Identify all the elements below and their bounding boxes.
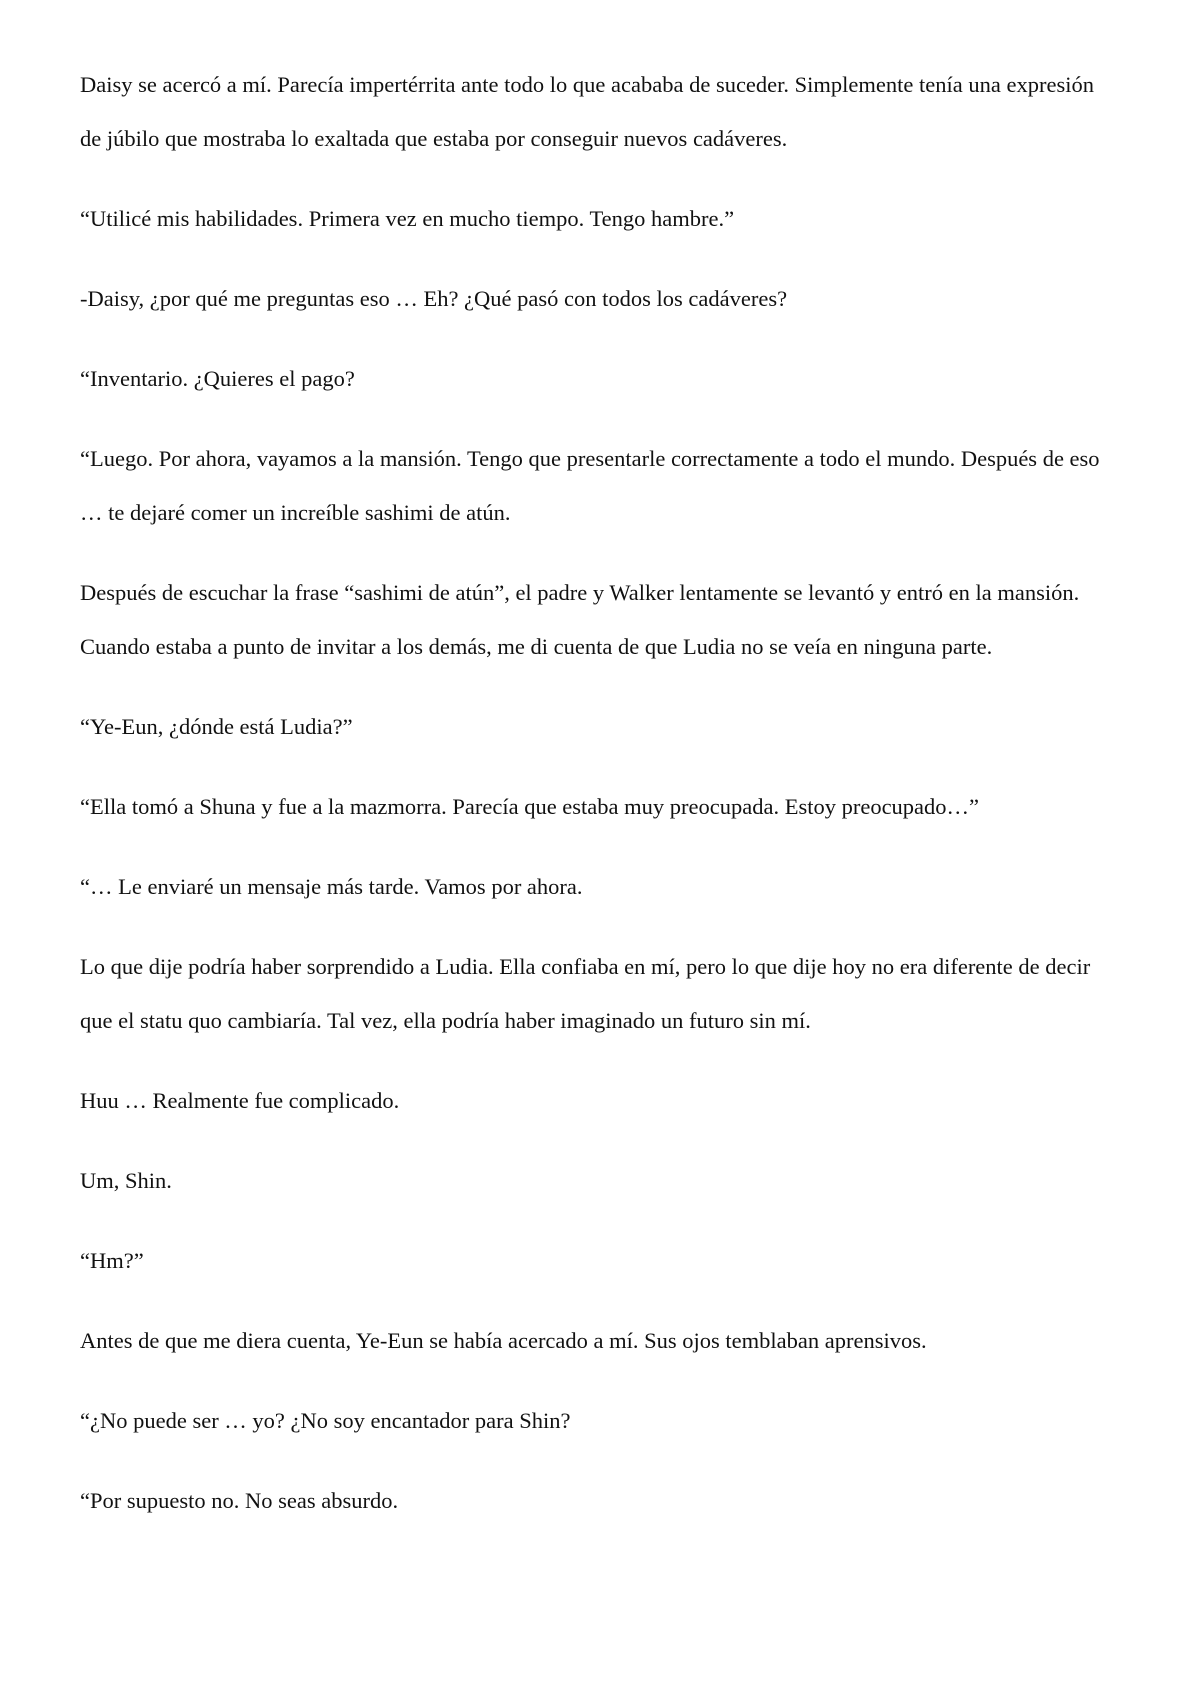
paragraph: “Ella tomó a Shuna y fue a la mazmorra. Parecía que estaba muy preocupada. Estoy preocupado…” — [80, 794, 980, 819]
paragraph: Daisy se acercó a mí. Parecía impertérrita ante todo lo que acababa de suceder. Simplemente tenía una expresión de júbilo que mostraba lo exaltada que estaba por conseguir nuevos cadáveres. — [80, 72, 1094, 151]
paragraph: “¿No puede ser … yo? ¿No soy encantador para Shin? — [80, 1408, 571, 1433]
paragraph: “… Le enviaré un mensaje más tarde. Vamos por ahora. — [80, 874, 583, 899]
paragraph: Antes de que me diera cuenta, Ye-Eun se había acercado a mí. Sus ojos temblaban aprensivos. — [80, 1328, 927, 1353]
paragraph: “Por supuesto no. No seas absurdo. — [80, 1488, 399, 1513]
paragraph: Huu … Realmente fue complicado. — [80, 1088, 400, 1113]
paragraph: Lo que dije podría haber sorprendido a Ludia. Ella confiaba en mí, pero lo que dije hoy no era diferente de decir que el statu quo cambiaría. Tal vez, ella podría haber imaginado un futuro sin mí. — [80, 954, 1091, 1033]
paragraph: Um, Shin. — [80, 1168, 172, 1193]
paragraph: “Inventario. ¿Quieres el pago? — [80, 366, 355, 391]
paragraph: Después de escuchar la frase “sashimi de atún”, el padre y Walker lentamente se levantó y entró en la mansión. Cuando estaba a punto de invitar a los demás, me di cuenta de que Ludia no se veía en ninguna parte. — [80, 580, 1080, 659]
paragraph: “Luego. Por ahora, vayamos a la mansión. Tengo que presentarle correctamente a todo el mundo. Después de eso … te dejaré comer un increíble sashimi de atún. — [80, 446, 1100, 525]
paragraph: “Ye-Eun, ¿dónde está Ludia?” — [80, 714, 353, 739]
paragraph: “Hm?” — [80, 1248, 144, 1273]
paragraph: -Daisy, ¿por qué me preguntas eso … Eh? ¿Qué pasó con todos los cadáveres? — [80, 286, 788, 311]
paragraph: “Utilicé mis habilidades. Primera vez en mucho tiempo. Tengo hambre.” — [80, 206, 735, 231]
document-page — [80, 58, 1120, 1554]
